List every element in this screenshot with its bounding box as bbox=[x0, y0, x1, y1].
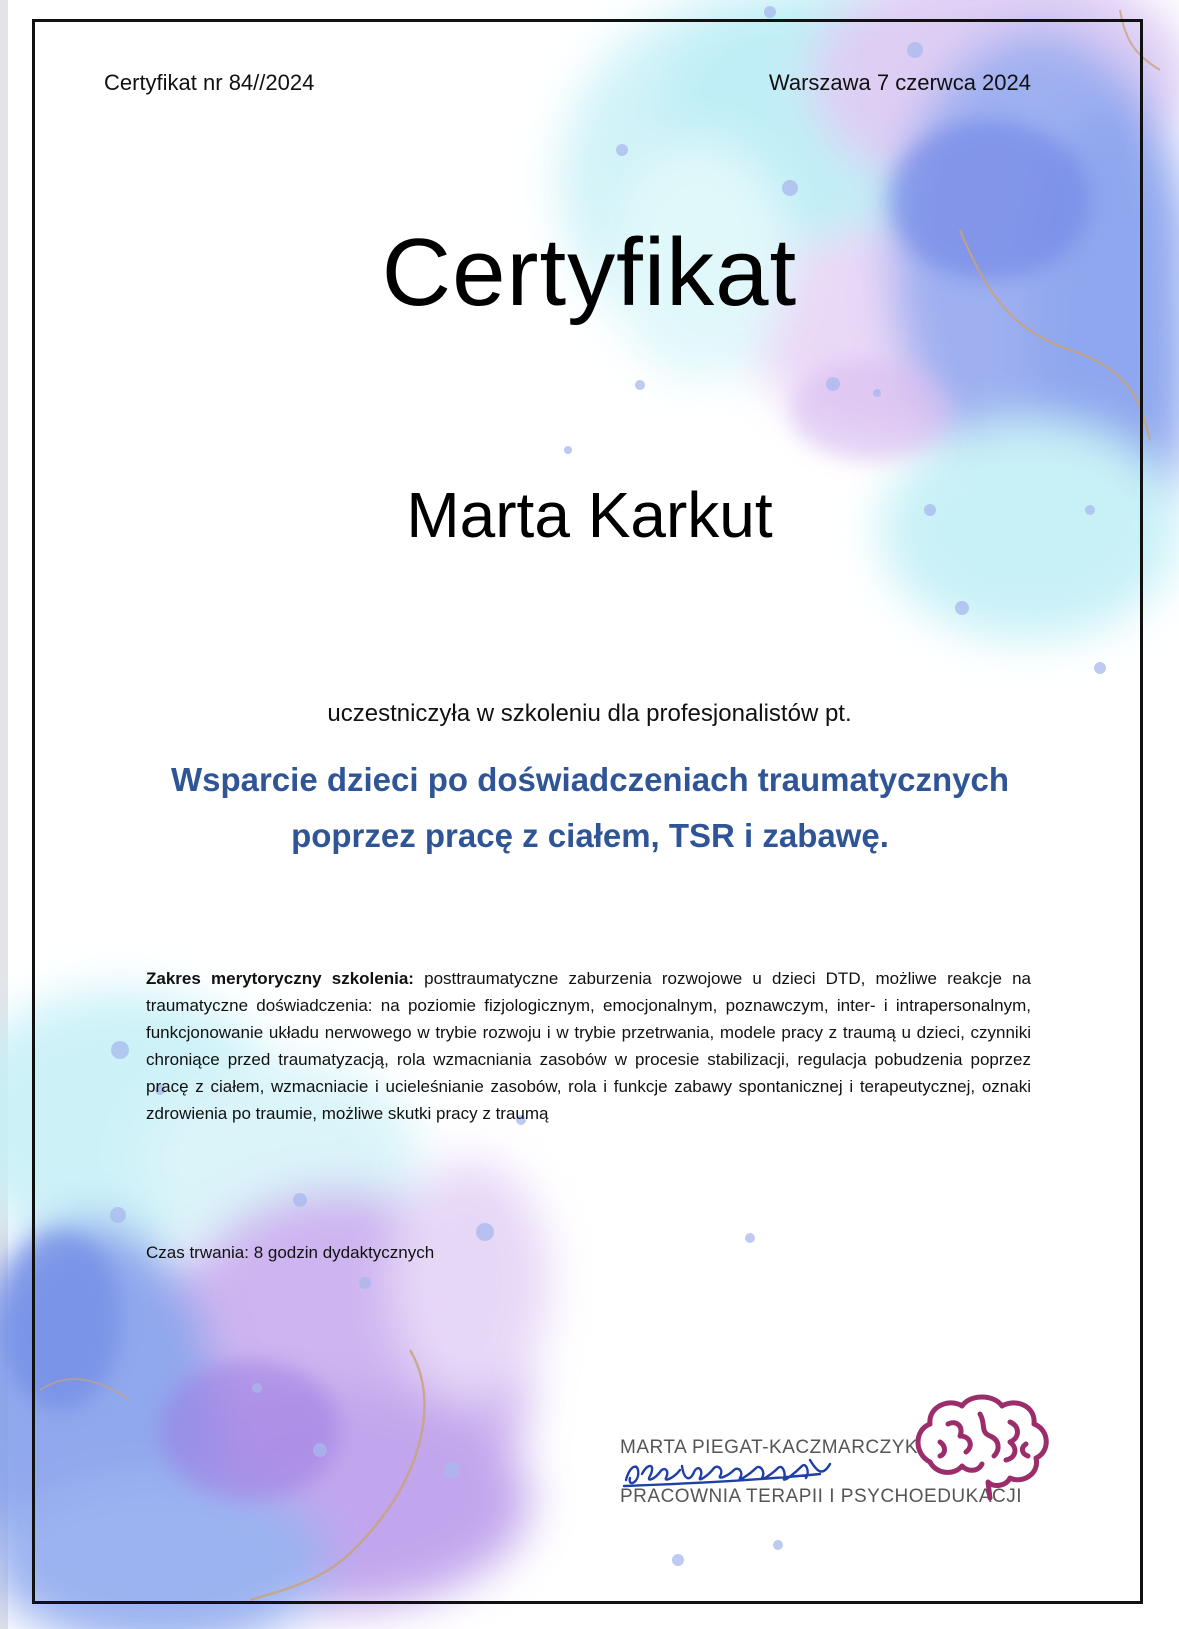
certificate-number: Certyfikat nr 84//2024 bbox=[104, 70, 315, 95]
recipient-name: Marta Karkut bbox=[406, 479, 773, 551]
course-scope bbox=[146, 965, 1031, 1127]
organizer-name: MARTA PIEGAT-KACZMARCZYK bbox=[620, 1437, 919, 1458]
scope-label: Zakres merytoryczny szkolenia: bbox=[146, 969, 414, 988]
brain-icon bbox=[910, 1392, 1052, 1502]
certificate-title: Certyfikat bbox=[381, 219, 798, 326]
place-and-date: Warszawa 7 czerwca 2024 bbox=[768, 70, 1031, 95]
course-title-line-1: Wsparcie dzieci po doświadczeniach traumatycznych bbox=[170, 761, 1010, 798]
scope-text: posttraumatyczne zaburzenia rozwojowe u dzieci DTD, możliwe reakcje na traumatyczne doświadczenia: na poziomie fizjologicznym, emocjonalnym, poznawczym, inter- i intrapersonalnym, funkcjonowanie układu nerwowego w trybie rozwoju i w trybie przetrwania, modele pracy z traumą u dzieci, czynniki chroniące przed traumatyzacją, rola wzmacniania zasobów w procesie stabilizacji, regulacja pobudzenia poprzez pracę z ciałem, wzmacniacie i ucieleśnianie zasobów, rola i funkcje zabawy spontanicznej i terapeutycznej, oznaki zdrowienia po traumie, możliwe skutki pracy z traumą bbox=[146, 969, 1031, 1123]
participation-text: uczestniczyła w szkoleniu dla profesjonalistów pt. bbox=[327, 700, 852, 727]
course-duration: Czas trwania: 8 godzin dydaktycznych bbox=[146, 1243, 435, 1262]
course-title-line-2: poprzez pracę z ciałem, TSR i zabawę. bbox=[291, 817, 889, 854]
course-title bbox=[120, 752, 1060, 864]
organizer-subtitle: PRACOWNIA TERAPII I PSYCHOEDUKACJI bbox=[620, 1486, 1023, 1507]
